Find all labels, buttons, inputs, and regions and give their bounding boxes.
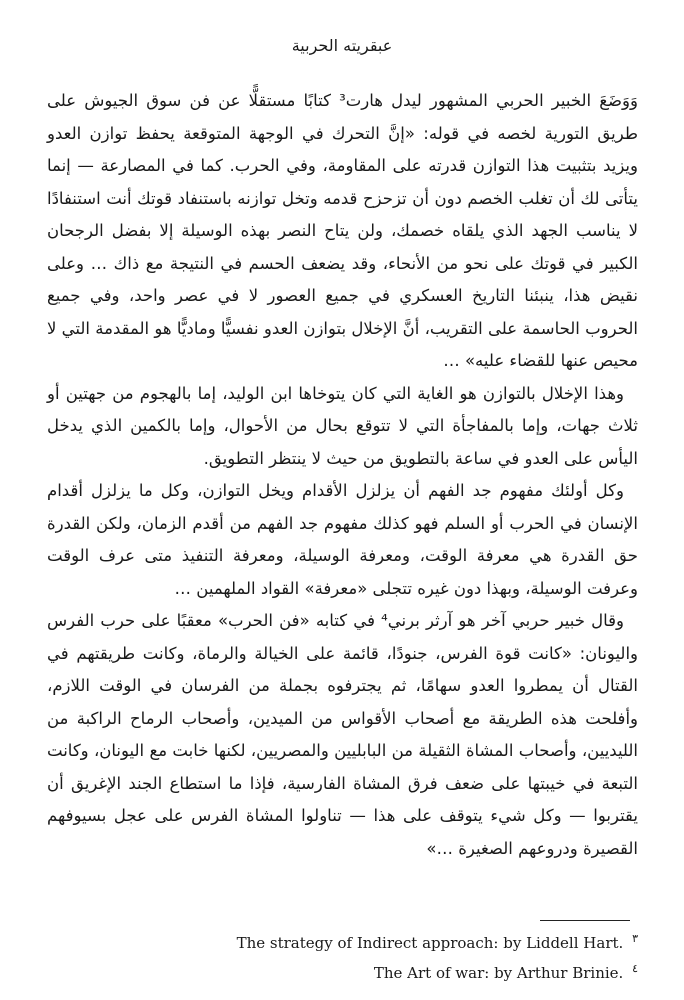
running-header: عبقريته الحربية (291, 36, 393, 55)
footnote-text: The strategy of Indirect approach: by Liddell Hart. (236, 934, 624, 952)
footnote-3 (47, 928, 638, 958)
paragraph-4: وقال خبير حربي آخر هو آرثر برني⁴ في كتابه «فن الحرب» معقبًا على حرب الفرس واليونان: «كانت قوة الفرس، جنودًا، قائمة على الخيالة والرماة، وكانت طريقتهم في القتال أن يمطروا العدو سهامًا، ثم يجترفوه بجملة من الفرسان في الوقت اللازم، وأفلحت هذه الطريقة مع أصحاب الأقواس من الميدين، وأصحاب الرماح الراكبة من الليديين، وأصحاب المشاة الثقيلة من البابليين والمصريين، لكنها خابت مع اليونان، وكانت التبعة في خيبتها على ضعف فرق المشاة الفارسية، فإذا ما استطاع الجند الإغريق أن يقتربوا — وكل شيء يتوقف على هذا — تناولوا المشاة الفرس على عجل بسيوفهم القصيرة ودروعهم الصغيرة …» (47, 611, 638, 858)
footnotes (47, 928, 638, 988)
body-text (47, 85, 638, 865)
paragraph-3: وكل أولئك مفهوم جد الفهم أن يزلزل الأقدام ويخل التوازن، وكل ما يزلزل أقدام الإنسان في الحرب أو السلم فهو كذلك مفهوم جد الفهم من أقدم الزمان، ولكن القدرة حق القدرة هي معرفة الوقت، ومعرفة الوسيلة، ومعرفة التنفيذ متى عرف الوقت وعرفت الوسيلة، وبهذا دون غيره تتجلى «معرفة» القواد الملهمين … (47, 481, 638, 598)
paragraph-2: وهذا الإخلال بالتوازن هو الغاية التي كان يتوخاها ابن الوليد، إما بالهجوم من جهتين أو ثلاث جهات، وإما بالمفاجأة التي لا تتوقع بحال من الأحوال، وإما بالكمين الذي يدخل اليأس على العدو في ساعة بالتطويق من حيث لا ينتظر التطويق. (47, 383, 638, 468)
footnote-number: ٣ (632, 932, 638, 945)
footnote-divider (540, 920, 630, 921)
footnote-4 (47, 958, 638, 988)
paragraph-1: وَوَضَعَ الخبير الحربي المشهور ليدل هارت³ كتابًا مستقلًّا عن فن سوق الجيوش على طريق التورية لخصه في قوله: «إنَّ التحرك في الوجهة المتوقعة يحفظ توازن العدو ويزيد بتثبيت هذا التوازن قدرته على المقاومة، وفي الحرب. كما في المصارعة — إنما يتأتى لك أن تغلب الخصم دون أن تزحزح قدمه وتخل توازنه باستنفاد قوتك أنت استنفادًا لا يناسب الجهد الذي يلقاه خصمك، ولن يتاح النصر بهذه الوسيلة إلا بفضل الرجحان الكبير في قوتك على نحو من الأنحاء، وقد يضعف الحسم في النتيجة مع ذاك … وعلى نقيض هذا، ينبئنا التاريخ العسكري في جميع العصور لا في عصر واحد، وفي جميع الحروب الحاسمة على التقريب، أنَّ الإخلال بتوازن العدو نفسيًّا وماديًّا هو المقدمة التي لا محيص عنها للقضاء عليه» … (47, 91, 638, 370)
footnote-text: The Art of war: by Arthur Brinie. (373, 964, 624, 982)
footnote-number: ٤ (632, 962, 638, 975)
